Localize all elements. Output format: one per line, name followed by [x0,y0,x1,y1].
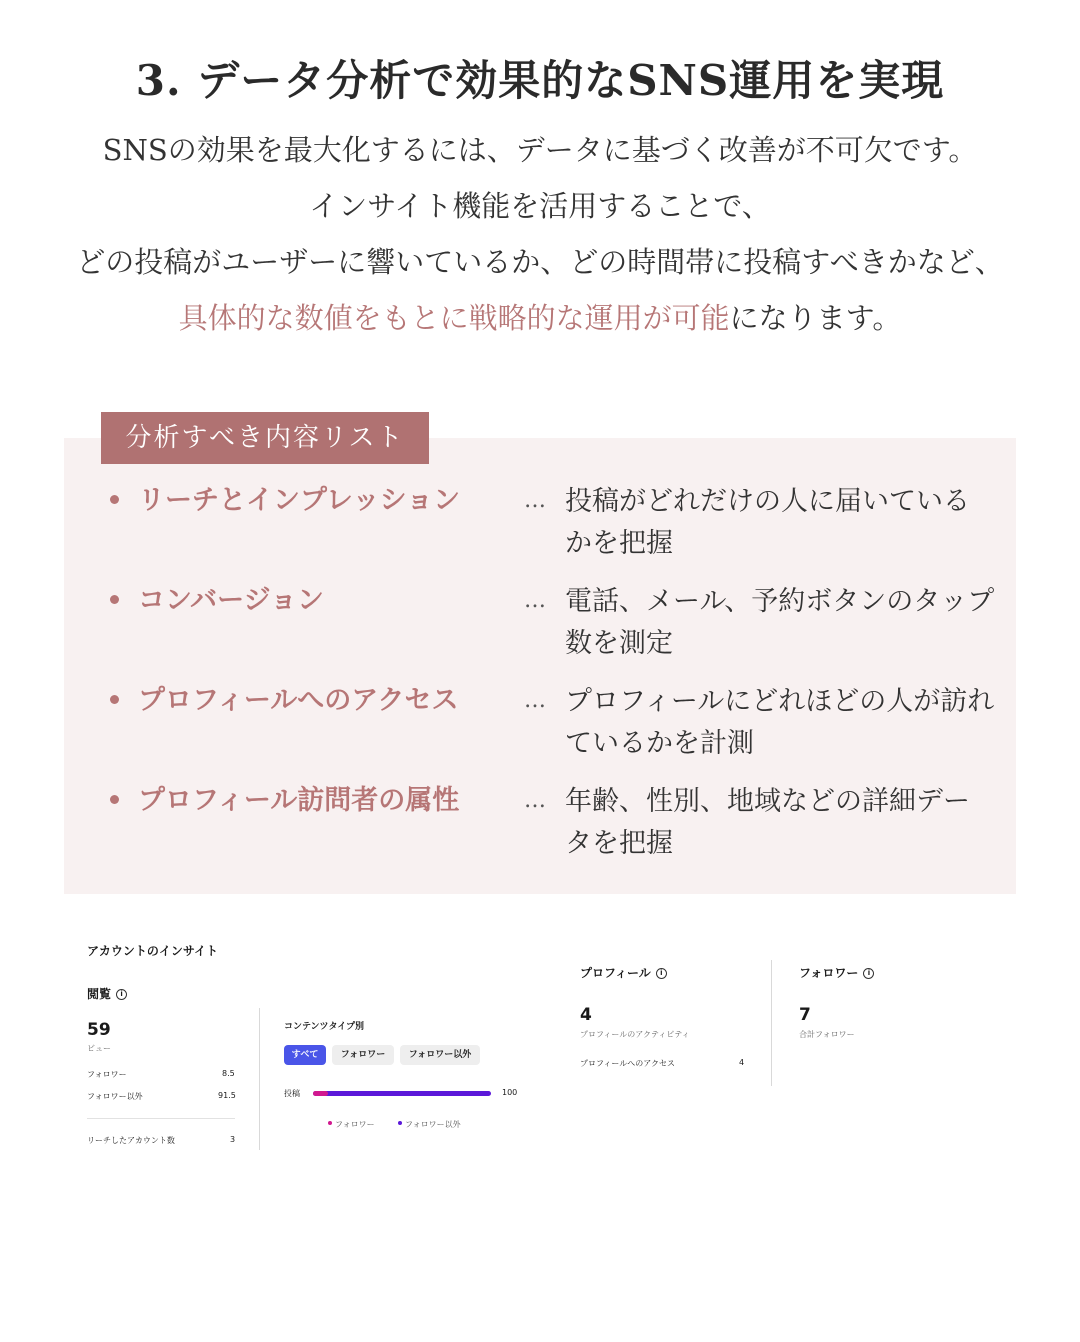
list-item-term: コンバージョン [138,585,325,616]
views-followers-value: 8.5 [222,1069,235,1078]
content-bar [313,1091,491,1096]
list-item-desc: 電話、メール、予約ボタンのタップ数を測定 [565,586,995,659]
followers-sub: 合計フォロワー [799,1030,855,1039]
followers-heading [799,964,874,981]
intro-line-4-rest: になります。 [729,301,902,335]
reached-value: 3 [230,1135,236,1144]
content-row-label: 投稿 [284,1089,300,1098]
list-item-term: リーチとインプレッション [138,485,461,516]
reached-label: リーチしたアカウント数 [87,1136,175,1145]
section-heading: 3. データ分析で効果的なSNS運用を実現 [135,56,945,105]
profile-sub: プロフィールのアクティビティ [580,1030,690,1039]
list-item-desc: 投稿がどれだけの人に届いているかを把握 [565,486,970,559]
profile-value: 4 [580,1005,592,1025]
followers-value: 7 [799,1005,811,1025]
views-unit: ビュー [87,1044,111,1053]
divider [771,960,772,1086]
legend-followers-label: フォロワー [335,1120,375,1129]
list-item-desc: 年齢、性別、地域などの詳細データを把握 [565,786,970,859]
bullet-icon [110,695,119,704]
separator: … [524,688,546,713]
views-heading [87,985,127,1002]
content-type-title: コンテンツタイプ別 [284,1022,365,1032]
intro-line-2: インサイト機能を活用することで、 [309,189,771,223]
chip-followers[interactable]: フォロワー [332,1045,394,1065]
views-non-followers-value: 91.5 [218,1091,236,1100]
intro-line-4 [0,290,1080,346]
bullet-icon [110,495,119,504]
divider [259,1008,260,1150]
legend-dot-icon [398,1121,402,1125]
list-item-desc: プロフィールにどれほどの人が訪れているかを計測 [565,686,995,759]
info-icon[interactable]: i [656,968,667,979]
views-label: 閲覧 [87,987,112,1001]
profile-access-value: 4 [739,1058,745,1067]
legend-non-followers-label: フォロワー以外 [405,1120,461,1129]
legend-non-followers [398,1119,461,1130]
chip-non-followers[interactable]: フォロワー以外 [400,1045,480,1065]
bullet-icon [110,595,119,604]
legend-followers [328,1119,375,1130]
list-item-term: プロフィールへのアクセス [138,685,459,716]
info-icon[interactable]: i [863,968,874,979]
divider [87,1118,235,1119]
profile-title: プロフィール [580,966,651,980]
bullet-icon [110,795,119,804]
separator: … [524,788,546,813]
profile-heading [580,964,667,981]
analysis-list-tag: 分析すべき内容リスト [101,412,429,464]
separator: … [524,488,546,513]
views-followers-label: フォロワー [87,1070,127,1079]
views-value: 59 [87,1020,111,1040]
insights-title: アカウントのインサイト [87,944,219,958]
intro-highlight: 具体的な数値をもとに戦略的な運用が可能 [178,301,730,335]
views-non-followers-label: フォロワー以外 [87,1092,143,1101]
chip-all[interactable]: すべて [284,1045,326,1065]
followers-title: フォロワー [799,966,859,980]
intro-text [0,122,1080,346]
info-icon[interactable]: i [116,989,127,1000]
legend-dot-icon [328,1121,332,1125]
profile-access-label: プロフィールへのアクセス [580,1059,675,1068]
intro-line-1: SNSの効果を最大化するには、データに基づく改善が不可欠です。 [102,133,978,167]
content-bar-followers [313,1091,328,1096]
content-row-value: 100 [502,1088,518,1097]
separator: … [524,588,546,613]
list-item-term: プロフィール訪問者の属性 [138,785,460,816]
intro-line-3: どの投稿がユーザーに響いているか、どの時間帯に投稿すべきかなど、 [76,245,1004,279]
